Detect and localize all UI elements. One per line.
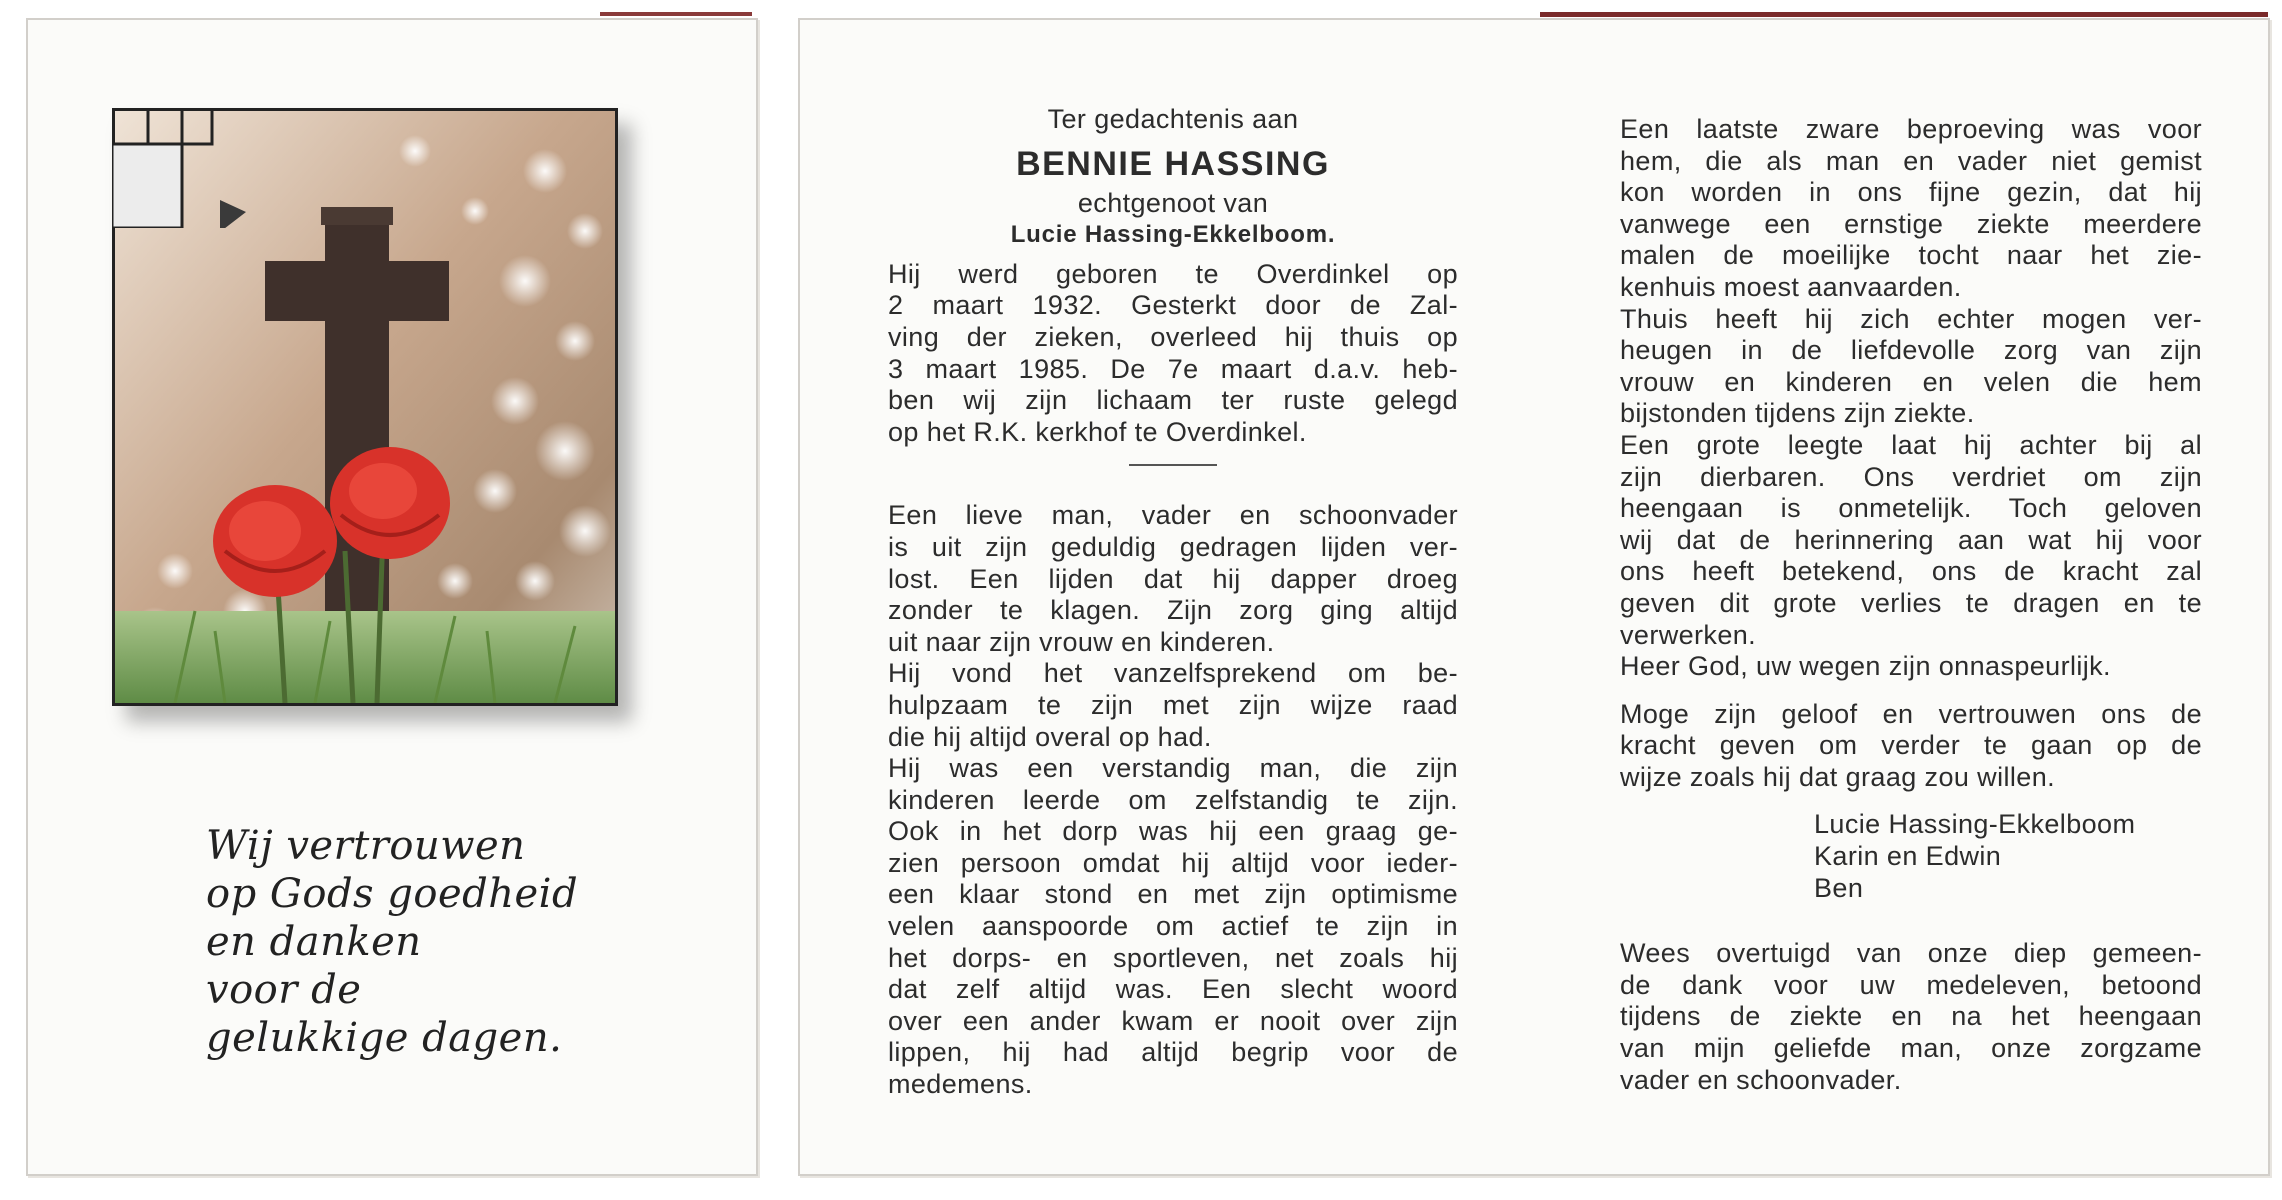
para-line: Een laatste zware beproeving was voor	[1620, 114, 2202, 144]
para-line: geven dit grote verlies te dragen en te	[1620, 587, 2202, 618]
body-line: Hij vond het vanzelfsprekend om be-	[888, 658, 1458, 689]
spouse-name: Lucie Hassing-Ekkelboom.	[1010, 221, 1336, 249]
bio-line: ben wij zijn lichaam ter ruste gelegd	[888, 385, 1458, 416]
body-line: Een lieve man, vader en schoonvader	[888, 500, 1458, 531]
body-line: over een ander kwam er nooit over zijn	[888, 1005, 1458, 1036]
intro-line: Ter gedachtenis aan	[1047, 104, 1299, 134]
bio-line: ving der zieken, overleed hij thuis op	[888, 321, 1458, 352]
para-line: kracht geven om verder te gaan op de	[1620, 730, 2202, 761]
signatures	[1620, 809, 2202, 904]
body-line: is uit zijn geduldig gedragen lijden ver-	[888, 531, 1458, 562]
grass	[115, 611, 615, 703]
paragraph-gap	[1620, 904, 2202, 938]
poem-line: Wij vertrouwen	[206, 823, 526, 869]
body-line: het dorps- en sportleven, net zoals hij	[888, 942, 1458, 973]
thanks-line: de dank voor uw medeleven, betoond	[1620, 969, 2202, 1000]
signature-line: Lucie Hassing-Ekkelboom	[1814, 809, 2136, 840]
para-line: Moge zijn geloof en vertrouwen ons de	[1620, 698, 2202, 729]
body-line: uit naar zijn vrouw en kinderen.	[888, 626, 1275, 657]
card-edge-accent	[1540, 12, 2268, 17]
body-line: zien persoon omdat hij altijd voor ieder-	[888, 847, 1458, 878]
para-line: wijze zoals hij dat graag zou willen.	[1620, 761, 2056, 792]
para-line: verwerken.	[1620, 619, 1757, 650]
text-column-left	[888, 104, 1458, 1101]
bio-line: Hij werd geboren te Overdinkel op	[888, 258, 1458, 289]
para-line: zijn dierbaren. Ons verdriet om zijn	[1620, 461, 2202, 492]
poem-line: gelukkige dagen.	[206, 1015, 563, 1061]
faith-paragraph	[1620, 699, 2202, 794]
biography	[888, 259, 1458, 449]
poem	[206, 822, 726, 1062]
body-line: die hij altijd overal op had.	[888, 721, 1212, 752]
relation-line: echtgenoot van	[1077, 187, 1269, 218]
para-line: vrouw en kinderen en velen die hem	[1620, 366, 2202, 397]
paragraph-gap	[1620, 683, 2202, 699]
body-line: dat zelf altijd was. Een slecht woord	[888, 974, 1458, 1005]
body-line: kinderen leerde om zelfstandig te zijn.	[888, 784, 1458, 815]
para-line: Thuis heeft hij zich echter mogen ver-	[1620, 303, 2202, 334]
para-line: wij dat de herinnering aan wat hij voor	[1620, 524, 2202, 555]
para-line: kenhuis moest aanvaarden.	[1620, 271, 1962, 302]
para-line: bijstonden tijdens zijn ziekte.	[1620, 398, 1975, 429]
body-line: Ook in het dorp was hij een graag ge-	[888, 816, 1458, 847]
card-edge-accent-left	[600, 12, 752, 16]
para-line: kon worden in ons fijne gezin, dat hij	[1620, 177, 2202, 208]
bio-line: 2 maart 1932. Gesterkt door de Zal-	[888, 290, 1458, 321]
separator-rule	[1129, 464, 1217, 466]
deceased-name: BENNIE HASSING	[1016, 144, 1330, 183]
bio-line: op het R.K. kerkhof te Overdinkel.	[888, 416, 1307, 447]
final-trial-paragraph	[1620, 114, 2202, 683]
para-line: ons heeft betekend, ons de kracht zal	[1620, 556, 2202, 587]
paragraph-gap	[1620, 793, 2202, 809]
para-line: heugen in de liefdevolle zorg van zijn	[1620, 335, 2202, 366]
para-line: Heer God, uw wegen zijn onnaspeurlijk.	[1620, 651, 2111, 682]
para-line: hem, die als man en vader niet gemist	[1620, 145, 2202, 176]
para-line: vanwege een ernstige ziekte meerdere	[1620, 208, 2202, 239]
para-line: heengaan is onmetelijk. Toch geloven	[1620, 493, 2202, 524]
body-line: velen aanspoorde om actief te zijn in	[888, 911, 1458, 942]
body-line: zonder te klagen. Zijn zorg ging altijd	[888, 595, 1458, 626]
poem-line: en danken	[206, 919, 422, 965]
signature-line: Karin en Edwin	[1814, 841, 2002, 872]
body-line: lost. Een lijden dat hij dapper droeg	[888, 563, 1458, 594]
body-line: lippen, hij had altijd begrip voor de	[888, 1037, 1458, 1068]
tribute-text	[888, 500, 1458, 1100]
thanks-line: Wees overtuigd van onze diep gemeen-	[1620, 938, 2202, 969]
poem-line: voor de	[206, 967, 362, 1013]
body-line: hulpzaam te zijn met zijn wijze raad	[888, 689, 1458, 720]
body-line: een klaar stond en met zijn optimisme	[888, 879, 1458, 910]
signature-line: Ben	[1814, 872, 1864, 903]
para-line: Een grote leegte laat hij achter bij al	[1620, 429, 2202, 460]
body-line: Hij was een verstandig man, die zijn	[888, 753, 1458, 784]
thanks-line: tijdens de ziekte en na het heengaan	[1620, 1001, 2202, 1032]
thanks-line: vader en schoonvader.	[1620, 1064, 1902, 1095]
poem-line: op Gods goedheid	[206, 871, 579, 917]
para-line: malen de moeilijke tocht naar het zie-	[1620, 240, 2202, 271]
thanks-paragraph	[1620, 938, 2202, 1096]
bio-line: 3 maart 1985. De 7e maart d.a.v. heb-	[888, 353, 1458, 384]
body-line: medemens.	[888, 1069, 1033, 1100]
frame-cross-notch	[112, 108, 262, 228]
text-column-right	[1620, 114, 2202, 1096]
thanks-line: van mijn geliefde man, onze zorgzame	[1620, 1033, 2202, 1064]
